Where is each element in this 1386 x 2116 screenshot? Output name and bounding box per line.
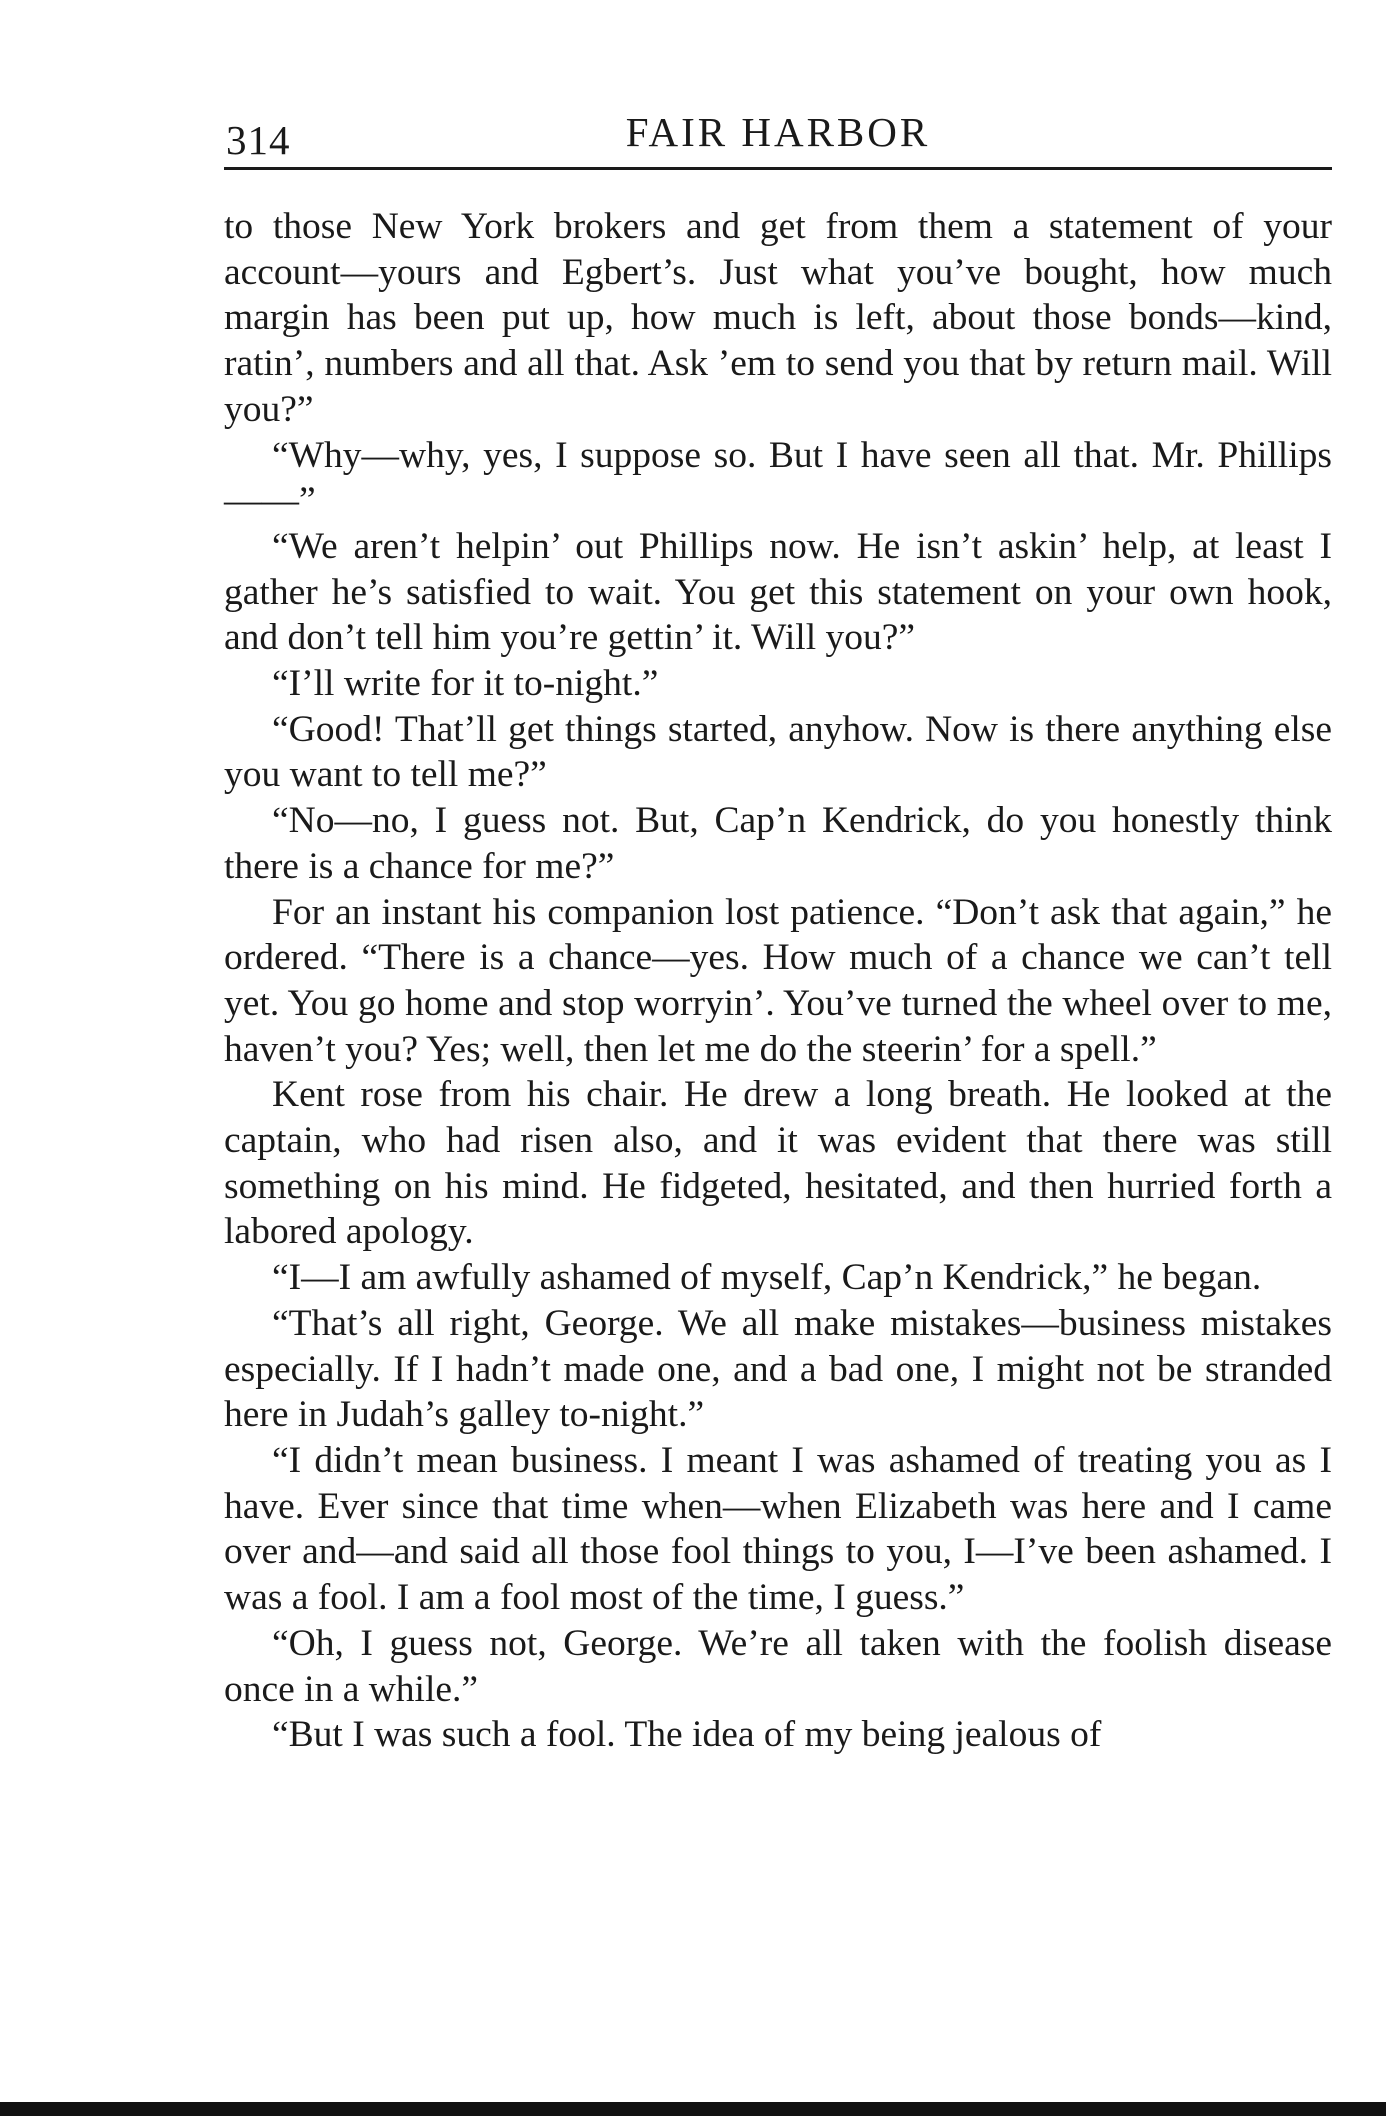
paragraph: “We aren’t helpin’ out Phillips now. He isn’t askin’ help, at least I gather he’s satisfied to wait. You get this statement on your own hook, and don’t tell him you’re gettin’ it. Will you?” [224, 525, 1332, 659]
running-title: FAIR HARBOR [625, 109, 931, 155]
paragraph: “I didn’t mean business. I meant I was ashamed of treating you as I have. Ever since that time when—when Elizabeth was here and I came over and—and said all those fool things to you, I—I’ve been ashamed. I was a fool. I am a fool most of the time, I guess.” [224, 1439, 1332, 1619]
paragraph: “No—no, I guess not. But, Cap’n Kendrick, do you honestly think there is a chance for me?” [224, 800, 1332, 887]
page-header [224, 108, 1332, 166]
paragraph: “That’s all right, George. We all make mistakes—business mistakes especially. If I hadn’t made one, and a bad one, I might not be stranded here in Judah’s galley to-night.” [224, 1302, 1332, 1436]
paragraph: Kent rose from his chair. He drew a long breath. He looked at the captain, who had risen also, and it was evident that there was still something on his mind. He fidgeted, hesitated, and then hurried forth a labored apology. [224, 1074, 1332, 1253]
paragraph: “Why—why, yes, I suppose so. But I have seen all that. Mr. Phillips——” [224, 434, 1332, 522]
paragraph: “Good! That’ll get things started, anyhow. Now is there anything else you want to tell me?” [224, 708, 1332, 796]
paragraph: “I—I am awfully ashamed of myself, Cap’n Kendrick,” he began. [272, 1257, 1262, 1299]
page-number: 314 [226, 117, 291, 163]
page-bottom-border [0, 2102, 1386, 2116]
paragraph: “Oh, I guess not, George. We’re all taken with the foolish disease once in a while.” [224, 1622, 1332, 1710]
paragraph: to those New York brokers and get from them a statement of your account—yours and Egbert’s. Just what you’ve bought, how much margin has been put up, how much is left, about those bonds—kind, ratin’, numbers and all that. Ask ’em to send you that by return mail. Will you?” [224, 206, 1332, 430]
body-text [224, 204, 1332, 1758]
header-rule [224, 167, 1332, 170]
paragraph: “But I was such a fool. The idea of my being jealous of [272, 1714, 1102, 1756]
paragraph: “I’ll write for it to-night.” [272, 663, 659, 705]
paragraph: For an instant his companion lost patience. “Don’t ask that again,” he ordered. “There is a chance—yes. How much of a chance we can’t tell yet. You go home and stop worryin’. You’ve turned the wheel over to me, haven’t you? Yes; well, then let me do the steerin’ for a spell.” [224, 891, 1332, 1070]
